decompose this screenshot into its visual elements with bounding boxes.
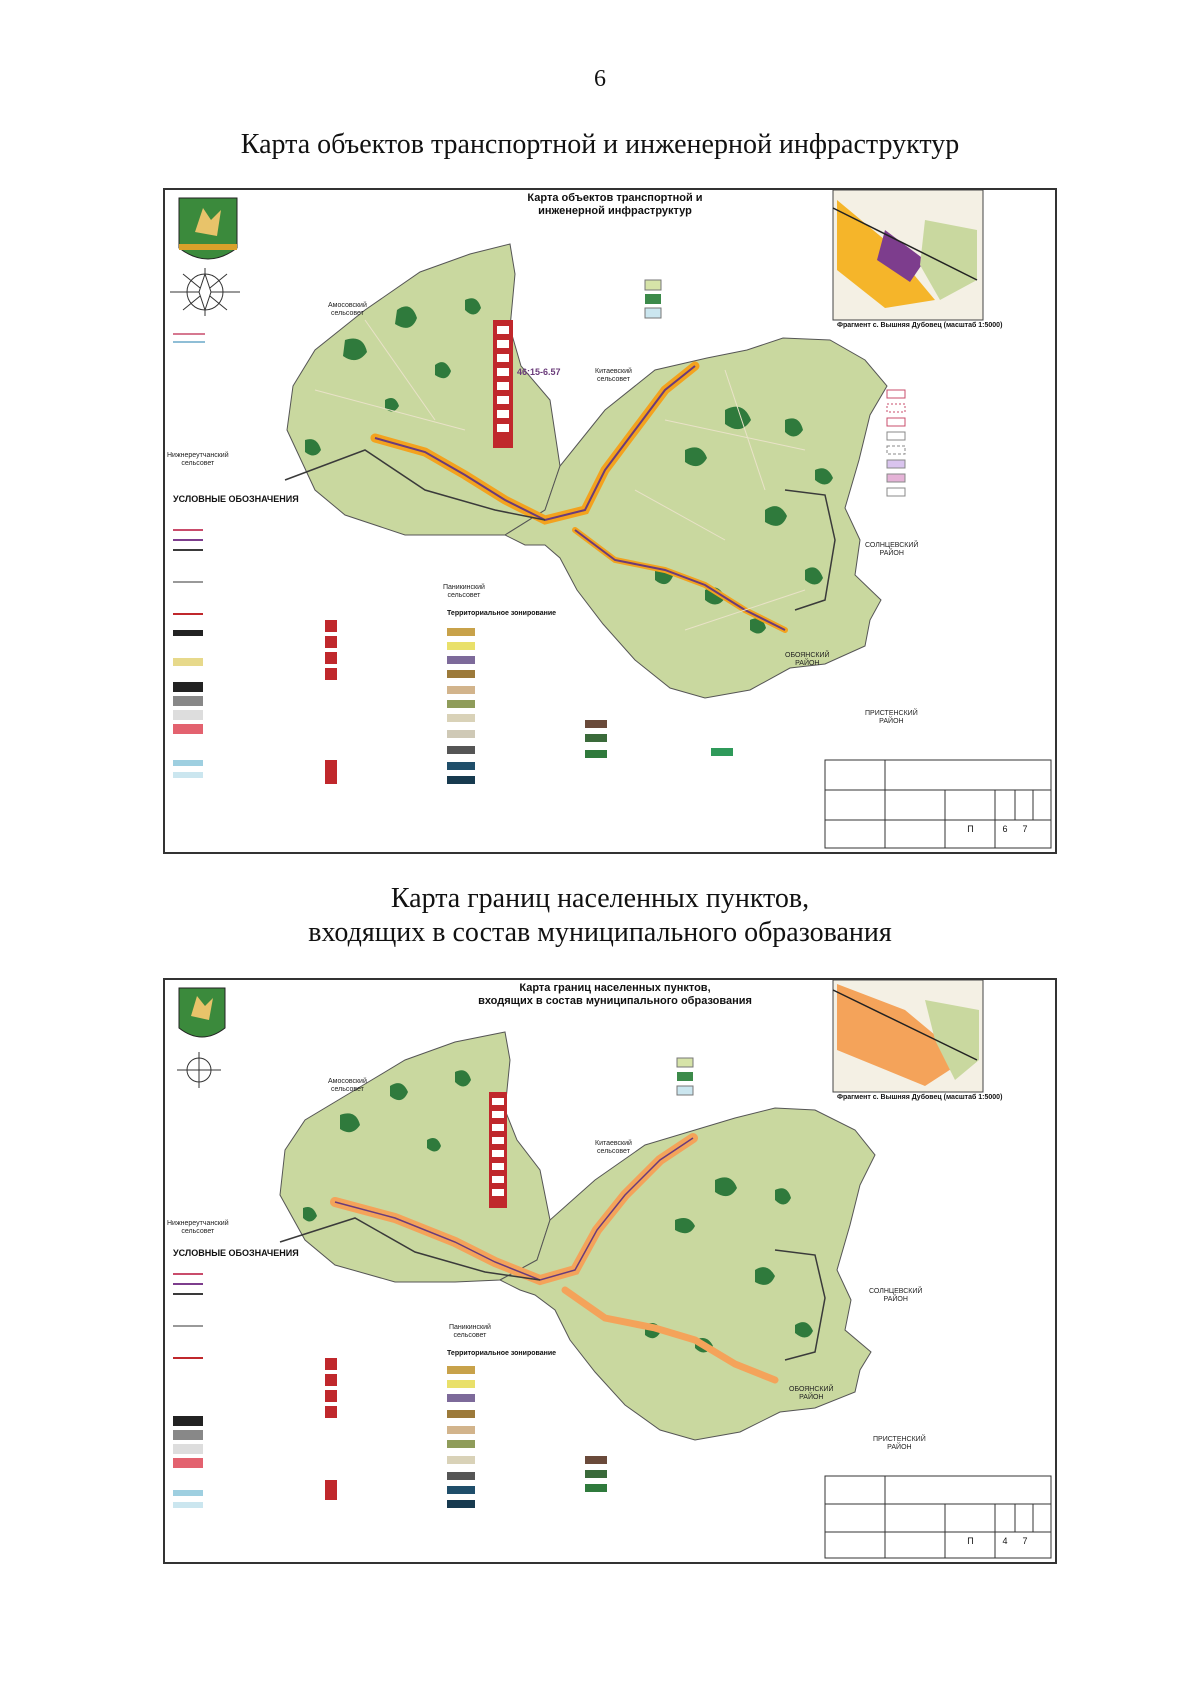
- inset-fragment-map: [833, 190, 983, 320]
- map-boundaries-graphics: [165, 980, 1055, 1562]
- label-kitaevsky: Китаевский сельсовет: [595, 1140, 632, 1155]
- label-pristensky: ПРИСТЕНСКИЙ РАЙОН: [865, 710, 918, 725]
- heading-boundaries-map: [0, 882, 1200, 950]
- stamp-sheet: 4: [1002, 1536, 1008, 1546]
- zoning-legend: [447, 1366, 607, 1508]
- compass-rose-icon: [170, 268, 240, 316]
- stamp-sheet-code: П: [967, 1536, 974, 1546]
- map-title: [465, 982, 765, 1008]
- label-panikinsky: Паникинский сельсовет: [443, 584, 485, 599]
- title-block-stamp: [825, 760, 1051, 848]
- right-legend: [887, 390, 905, 496]
- bottom-left-legend: [173, 530, 203, 778]
- coat-of-arms-icon: [179, 198, 237, 259]
- label-solntsevsky: СОЛНЦЕВСКИЙ РАЙОН: [869, 1288, 923, 1303]
- territorial-zoning-heading: Территориальное зонирование: [447, 1350, 557, 1357]
- compass-rose-icon: [177, 1052, 221, 1088]
- heading-boundaries-line2: входящих в состав муниципального образования: [308, 917, 892, 948]
- heading-boundaries-line1: Карта границ населенных пунктов,: [390, 883, 810, 914]
- label-nizhnereutchansky: Нижнереутчанский сельсовет: [167, 452, 229, 467]
- legend-title: УСЛОВНЫЕ ОБОЗНАЧЕНИЯ: [173, 494, 299, 504]
- label-oboyansky: ОБОЯНСКИЙ РАЙОН: [789, 1386, 834, 1401]
- map-title-line1: Карта объектов транспортной и: [527, 192, 703, 204]
- map-title-line2: входящих в состав муниципального образования: [478, 995, 752, 1007]
- stamp-sheet: 6: [1002, 824, 1008, 834]
- legend-symbols-column: [493, 320, 513, 448]
- label-kitaevsky: Китаевский сельсовет: [595, 368, 632, 383]
- label-amosovsky: Амосовский сельсовет: [328, 1078, 367, 1093]
- map-transport-graphics: [165, 190, 1055, 852]
- engineering-legend: [325, 1358, 337, 1500]
- legend-symbols-column: [489, 1092, 507, 1208]
- zone-legend-top: [677, 1058, 693, 1095]
- label-oboyansky: ОБОЯНСКИЙ РАЙОН: [785, 652, 830, 667]
- stamp-sheet-code: П: [967, 824, 974, 834]
- stamp-sheets: 7: [1022, 1536, 1028, 1546]
- map-title-line1: Карта границ населенных пунктов,: [519, 982, 711, 994]
- map-transport-infrastructure: [163, 188, 1057, 854]
- map-title-line2: инженерной инфраструктур: [538, 205, 692, 217]
- bottom-left-legend: [173, 1274, 203, 1508]
- engineering-legend: [325, 620, 337, 784]
- page-number: 6: [594, 66, 606, 92]
- label-solntsevsky: СОЛНЦЕВСКИЙ РАЙОН: [865, 542, 919, 557]
- heading-transport-map: Карта объектов транспортной и инженерной инфраструктур: [240, 129, 960, 160]
- label-amosovsky: Амосовский сельсовет: [328, 302, 367, 317]
- fragment-caption: Фрагмент с. Вышняя Дубовец (масштаб 1:5000): [837, 1094, 1003, 1101]
- label-panikinsky: Паникинский сельсовет: [449, 1324, 491, 1339]
- inset-fragment-map: [833, 980, 983, 1092]
- label-nizhnereutchansky: Нижнереутчанский сельсовет: [167, 1220, 229, 1235]
- territorial-zoning-heading: Территориальное зонирование: [447, 610, 557, 617]
- zone-legend-top: [645, 280, 661, 318]
- fragment-caption: Фрагмент с. Вышняя Дубовец (масштаб 1:5000): [837, 322, 1003, 329]
- map-settlement-boundaries: [163, 978, 1057, 1564]
- label-pristensky: ПРИСТЕНСКИЙ РАЙОН: [873, 1436, 926, 1451]
- coat-of-arms-icon: [179, 988, 225, 1037]
- legend-title: УСЛОВНЫЕ ОБОЗНАЧЕНИЯ: [173, 1248, 299, 1258]
- callout-value: 46:15-6.57: [517, 367, 561, 377]
- stamp-sheets: 7: [1022, 824, 1028, 834]
- map-title: [465, 192, 765, 218]
